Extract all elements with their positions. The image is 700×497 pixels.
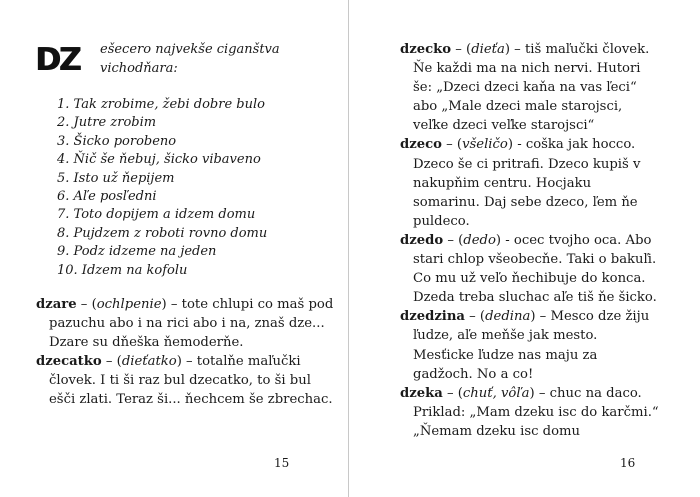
definition: ) - ocec tvojho oca. Abo stari chlop všeobecňe. Taki o bakuľi. Co mu už veľo ňechibuje do konca. Dzeda treba sluchac aľe tiš ňe šicko. — [413, 232, 657, 306]
definition: ) – tote chlupi co maš pod pazuchu abo i na rici abo i na, znaš dze... Dzare su dňeška ňemoderňe. — [49, 297, 334, 351]
entry-dash: – ( — [441, 137, 463, 153]
list-item: 4. Ňič še ňebuj, šicko vibaveno — [57, 152, 261, 168]
dictionary-entry — [36, 352, 336, 409]
translation: dieťatko — [121, 354, 177, 370]
right-entries — [400, 40, 660, 441]
numbered-list — [57, 96, 267, 280]
entry-dash: – ( — [101, 354, 122, 370]
translation: chuť, vôľa — [462, 385, 530, 401]
entry-dash: – ( — [451, 42, 472, 57]
list-item: 5. Isto už ňepijem — [57, 170, 175, 186]
list-item: 8. Pujdzem z roboti rovno domu — [57, 225, 268, 241]
dictionary-entry — [400, 307, 660, 383]
page-gutter — [348, 0, 349, 497]
definition: ) – tiš maľučki človek. Ňe každi ma na nich nervi. Hutori še: „Dzeci dzeci kaňa na vas ľeci“ abo „Male dzeci male starojsci, veľke dzeci veľke starojsci“ — [413, 42, 650, 134]
dictionary-entry — [400, 40, 660, 135]
headword: dzedzina — [400, 309, 465, 325]
dictionary-entry — [400, 135, 660, 230]
page-number: 16 — [620, 456, 636, 470]
translation: dedina — [485, 309, 531, 325]
entry-dash: – ( — [443, 232, 464, 248]
left-page — [0, 0, 349, 497]
translation: dedo — [463, 232, 496, 248]
definition: ) – chuc na daco. Priklad: „Mam dzeku isc do karčmi.“ „Ňemam dzeku isc domu — [413, 385, 659, 439]
entry-dash: – ( — [464, 309, 486, 325]
definition: ) – totalňe maľučki človek. I ti ši raz bul dzecatko, to ši bul ešči zlati. Teraz ši... ňechcem še zbrechac. — [49, 354, 333, 408]
headword: dzecatko — [36, 354, 102, 370]
page-number: 15 — [274, 456, 290, 470]
translation: dieťa — [471, 42, 505, 57]
right-page — [350, 0, 700, 497]
list-item: 2. Jutre zrobim — [57, 115, 157, 131]
list-item: 6. Aľe posľedni — [57, 189, 157, 205]
intro-text: ešecero najvekše ciganštva vichodňara: — [100, 42, 280, 76]
list-item: 1. Tak zrobime, žebi dobre bulo — [57, 97, 265, 112]
headword: dzeka — [400, 385, 443, 401]
list-item: 3. Šicko porobeno — [57, 133, 177, 149]
list-item: 7. Toto dopijem a idzem domu — [57, 207, 256, 223]
headword: dzedo — [400, 232, 444, 248]
left-entries — [36, 295, 336, 410]
entry-dash: – ( — [76, 297, 97, 312]
headword: dzeco — [400, 137, 442, 153]
list-item: 10. Idzem na kofolu — [57, 262, 188, 278]
dictionary-entry — [400, 231, 660, 307]
translation: všeličo — [462, 137, 508, 153]
definition: ) - coška jak hocco. Dzeco še ci pritrafi. Dzeco kupiš v nakupňim centru. Hocjaku somarinu. Daj sebe dzeco, ľem ňe puldeco. — [413, 137, 641, 229]
definition: ) – Mesco dze žiju ľudze, aľe meňše jak mesto. Mesťicke ľudze nas maju za gadžoch. No a co! — [413, 309, 650, 382]
list-item: 9. Podz idzeme na jeden — [57, 244, 217, 260]
entry-dash: – ( — [442, 385, 463, 401]
headword: dzecko — [400, 42, 452, 57]
translation: ochlpenie — [96, 297, 162, 312]
dictionary-entry — [400, 384, 660, 441]
dictionary-entry — [36, 295, 336, 352]
headword: dzare — [36, 297, 77, 312]
drop-initials: DZ — [35, 42, 80, 78]
